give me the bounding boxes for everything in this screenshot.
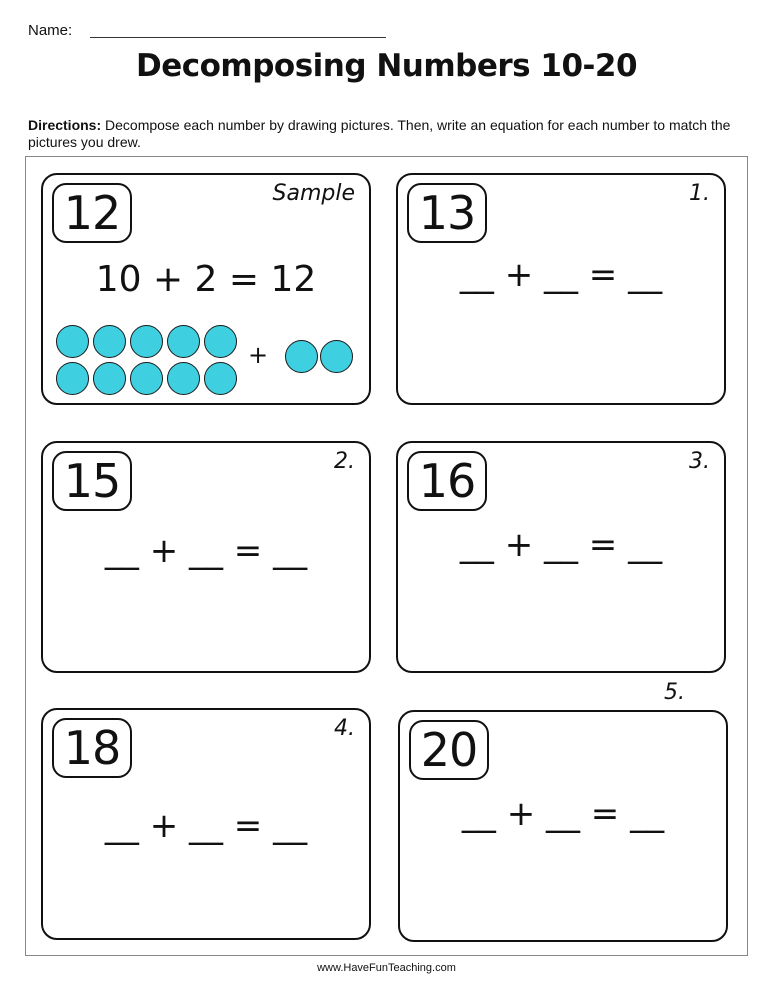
problem-label: 1. bbox=[689, 181, 710, 206]
problem-card-1 bbox=[396, 173, 726, 405]
page-title: Decomposing Numbers 10-20 bbox=[135, 48, 638, 84]
counting-circle bbox=[56, 325, 89, 358]
counting-circle bbox=[204, 325, 237, 358]
number-badge: 15 bbox=[52, 451, 132, 511]
number-badge: 13 bbox=[407, 183, 487, 243]
problem-card-3 bbox=[396, 441, 726, 673]
problem-label-5: 5. bbox=[664, 680, 685, 705]
sample-equation: 10 + 2 = 12 bbox=[95, 259, 317, 300]
directions-label: Directions: bbox=[28, 117, 102, 133]
equation-blank[interactable]: __ + __ = __ bbox=[104, 531, 308, 571]
counting-circle bbox=[56, 362, 89, 395]
number-badge: 20 bbox=[409, 720, 489, 780]
number-badge: 12 bbox=[52, 183, 132, 243]
problem-card-2 bbox=[41, 441, 371, 673]
equation-blank[interactable]: __ + __ = __ bbox=[459, 525, 663, 565]
problem-card-4 bbox=[41, 708, 371, 940]
counting-circle bbox=[167, 362, 200, 395]
sample-label: Sample bbox=[272, 181, 355, 206]
equation-blank[interactable]: __ + __ = __ bbox=[104, 806, 308, 846]
counting-circle bbox=[167, 325, 200, 358]
problem-label: 4. bbox=[334, 716, 355, 741]
sample-card bbox=[41, 173, 371, 405]
counting-circle bbox=[130, 325, 163, 358]
sample-plus-sign: + bbox=[248, 341, 269, 369]
problem-label: 2. bbox=[334, 449, 355, 474]
counting-circle bbox=[93, 325, 126, 358]
problem-label: 3. bbox=[689, 449, 710, 474]
equation-blank[interactable]: __ + __ = __ bbox=[461, 794, 665, 834]
name-label: Name: bbox=[28, 22, 73, 39]
counting-circle bbox=[130, 362, 163, 395]
problem-card-5 bbox=[398, 710, 728, 942]
equation-blank[interactable]: __ + __ = __ bbox=[459, 255, 663, 295]
number-badge: 16 bbox=[407, 451, 487, 511]
footer-site: www.HaveFunTeaching.com bbox=[317, 962, 456, 974]
ones-circle bbox=[320, 340, 353, 373]
counting-circle bbox=[204, 362, 237, 395]
directions bbox=[28, 117, 748, 151]
counting-circle bbox=[93, 362, 126, 395]
ones-circle bbox=[285, 340, 318, 373]
name-line[interactable] bbox=[90, 37, 386, 38]
directions-text: Decompose each number by drawing pictures. Then, write an equation for each number to match the pictures you drew. bbox=[28, 117, 731, 150]
number-badge: 18 bbox=[52, 718, 132, 778]
